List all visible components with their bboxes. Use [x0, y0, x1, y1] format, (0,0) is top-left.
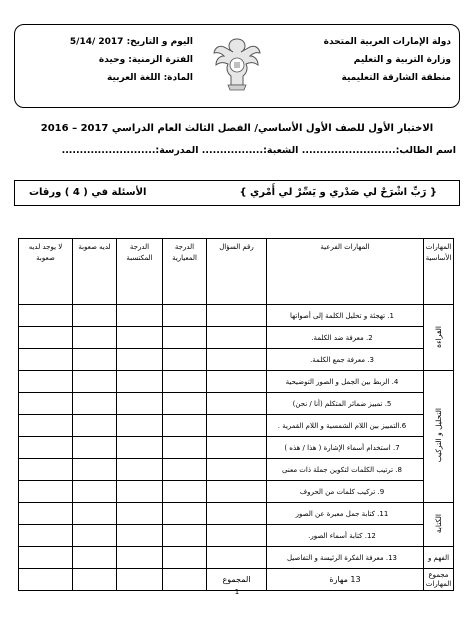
category-reading: القراءة: [424, 305, 454, 371]
skills-table: [18, 238, 454, 591]
motto-box: [14, 180, 460, 206]
skill-cell: 12. كتابة أسماء الصور.: [267, 525, 424, 547]
table-row: [19, 547, 454, 569]
skill-cell: 5. تمييز ضمائر المتكلم (أنا / نحن): [267, 393, 424, 415]
category-comprehension: الفهم و: [424, 547, 454, 569]
table-row: [19, 415, 454, 437]
header-standard-grade: الدرجة المعيارية: [163, 239, 207, 305]
header-sub-skills: المهارات الفرعية: [267, 239, 424, 305]
skill-cell: 13. معرفة الفكرة الرئيسة و التفاصيل: [267, 547, 424, 569]
exam-date: اليوم و التاريخ: 2017 /5/14: [69, 37, 193, 47]
total-skills-count: 13 مهارة: [267, 569, 424, 591]
pages-note: الأسئلة في ( 4 ) ورقات: [29, 187, 147, 198]
skill-cell: 7. استخدام أسماء الإشارة ( هذا / هذه ): [267, 437, 424, 459]
header-ministry: وزارة التربية و التعليم: [353, 55, 451, 65]
header-has-difficulty: لديه صعوبة: [73, 239, 117, 305]
exam-title: الاختبار الأول للصف الأول الأساسي/ الفصل الثالث العام الدراسي 2017 – 2016: [40, 123, 434, 134]
category-writing: الكتابة: [424, 503, 454, 547]
header-question-number: رقم السؤال: [207, 239, 267, 305]
table-row: [19, 437, 454, 459]
table-row: [19, 371, 454, 393]
header-exam-block: [23, 33, 193, 87]
skill-cell: 9. تركيب كلمات من الحروف: [267, 481, 424, 503]
table-row: [19, 459, 454, 481]
exam-subject: المادة: اللغة العربية: [106, 73, 193, 83]
motto-text: { رَبِّ اشْرَحْ لي صَدْري و يَسِّرْ لي أَمْري }: [239, 187, 437, 198]
skill-cell: 2. معرفة ضد الكلمة.: [267, 327, 424, 349]
skill-cell: 4. الربط بين الجمل و الصور التوضيحية: [267, 371, 424, 393]
total-sum-label: المجموع: [207, 569, 267, 591]
header-country: دولة الإمارات العربية المتحدة: [323, 37, 451, 47]
total-skills-label: مجموع المهارات: [424, 569, 454, 591]
skill-cell: 3. معرفة جمع الكلمة.: [267, 349, 424, 371]
skill-cell: 1. تهجئة و تحليل الكلمة إلى أصواتها: [267, 305, 424, 327]
header-no-difficulty: لا يوجد لديه صعوبة: [19, 239, 73, 305]
table-row: [19, 481, 454, 503]
table-row: [19, 525, 454, 547]
header-ministry-block: [281, 33, 451, 87]
header-earned-grade: الدرجة المكتسبة: [117, 239, 163, 305]
header-zone: منطقة الشارقة التعليمية: [341, 73, 451, 83]
uae-emblem-icon: [210, 33, 264, 93]
header-basic-skills: المهارات الأساسية: [424, 239, 454, 305]
exam-period: الفترة الزمنية: وحيدة: [98, 55, 193, 65]
table-row: [19, 327, 454, 349]
category-analysis: التحليل و التركيب: [424, 371, 454, 503]
skill-cell: 8. ترتيب الكلمات لتكوين جملة ذات معنى: [267, 459, 424, 481]
skill-cell: 6.التمييز بين اللام الشمسية و اللام القمرية .: [267, 415, 424, 437]
table-row: [19, 349, 454, 371]
table-row: [19, 305, 454, 327]
table-header-row: [19, 239, 454, 305]
table-row: [19, 393, 454, 415]
table-row: [19, 503, 454, 525]
skill-cell: 11. كتابة جمل معبرة عن الصور: [267, 503, 424, 525]
page-number: 1: [234, 588, 240, 596]
header-box: [14, 24, 460, 108]
student-info-line: اسم الطالب:.......................... الشعبة:................. المدرسة:..........................: [61, 145, 456, 156]
